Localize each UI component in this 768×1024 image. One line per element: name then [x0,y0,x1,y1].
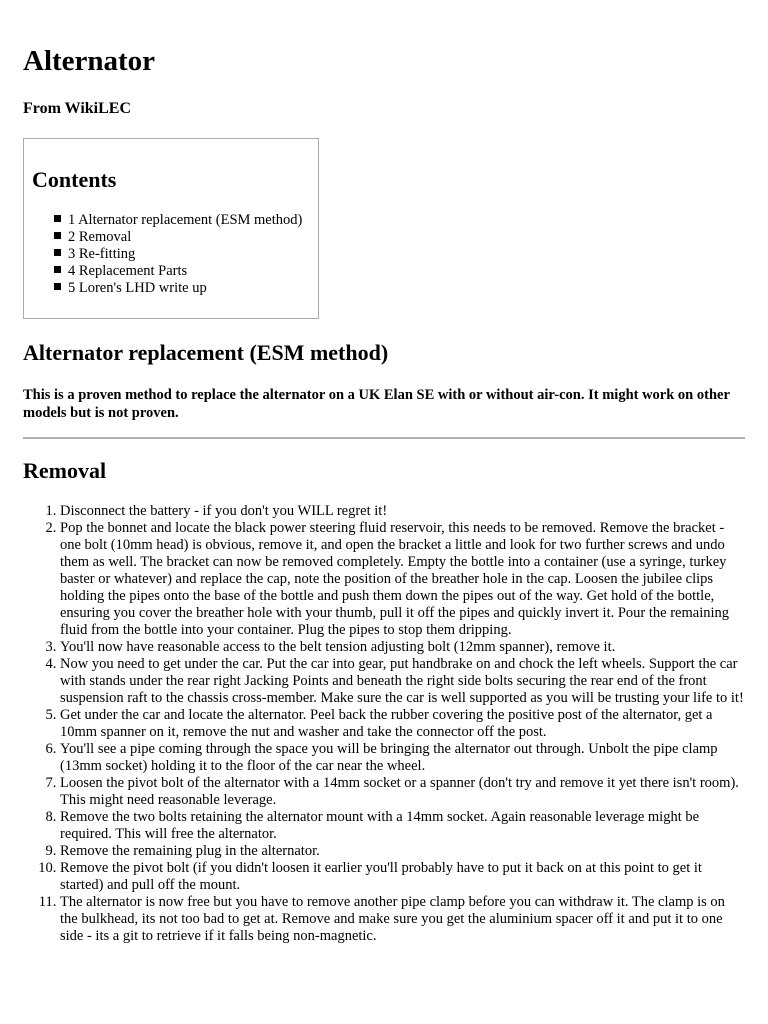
bullet-icon [54,215,61,222]
toc-link[interactable]: 3 Re-fitting [68,246,136,262]
section-heading-esm-method: Alternator replacement (ESM method) [23,340,389,365]
toc-link[interactable]: 2 Removal [68,229,132,245]
list-item: 3. You'll now have reasonable access to the belt tension adjusting bolt (12mm spanner), remove it. [60,639,745,656]
toc-item [54,212,302,229]
removal-steps-list [23,503,745,945]
toc-item [54,263,302,280]
toc-link[interactable]: 5 Loren's LHD write up [68,280,207,296]
table-of-contents [23,138,319,319]
list-item: 5. Get under the car and locate the alternator. Peel back the rubber covering the positive post of the alternator, get a 10mm spanner on it, remove the nut and washer and take the connector off the post. [60,707,745,741]
intro-paragraph: This is a proven method to replace the alternator on a UK Elan SE with or without air-con. It might work on other models but is not proven. [23,387,730,421]
toc-item [54,246,302,263]
bullet-icon [54,283,61,290]
page-title: Alternator [23,45,156,77]
list-item: 1. Disconnect the battery - if you don't you WILL regret it! [60,503,745,520]
list-item: 9. Remove the remaining plug in the alternator. [60,843,745,860]
toc-list [54,212,302,297]
bullet-icon [54,266,61,273]
list-item: 8. Remove the two bolts retaining the alternator mount with a 14mm socket. Again reasonable leverage might be required. This will free the alternator. [60,809,745,843]
toc-link[interactable]: 1 Alternator replacement (ESM method) [68,212,303,228]
list-item: 6. You'll see a pipe coming through the space you will be bringing the alternator out through. Unbolt the pipe clamp (13mm socket) holding it to the floor of the car near the wheel. [60,741,745,775]
bullet-icon [54,249,61,256]
section-divider [23,437,745,439]
list-item: 10. Remove the pivot bolt (if you didn't loosen it earlier you'll probably have to put it back on at this point to get it started) and pull off the mount. [60,860,745,894]
toc-item [54,229,302,246]
toc-heading: Contents [32,167,117,192]
toc-link[interactable]: 4 Replacement Parts [68,263,188,279]
list-item: 4. Now you need to get under the car. Put the car into gear, put handbrake on and chock the left wheels. Support the car with stands under the rear right Jacking Points and beneath the right side bolts securing the rear end of the front suspension raft to the chassis cross-member. Make sure the car is well supported as you will be trusting your life to it! [60,656,745,707]
site-subtitle: From WikiLEC [23,100,132,117]
list-item: 2. Pop the bonnet and locate the black power steering fluid reservoir, this needs to be removed. Remove the bracket - one bolt (10mm head) is obvious, remove it, and open the bracket a little and look for two further screws and undo them as well. The bracket can now be removed completely. Empty the bottle into a container (use a syringe, turkey baster or whatever) and replace the cap, note the position of the breather hole in the cap. Loosen the jubilee clips holding the pipes onto the base of the bottle and push them down the pipes out of the way. Get hold of the bottle, ensuring you cover the breather hole with your thumb, pull it off the pipes and quickly invert it. Pour the remaining fluid from the bottle into your container. Plug the pipes to stop them dripping. [60,520,745,639]
list-item: 11. The alternator is now free but you have to remove another pipe clamp before you can withdraw it. The clamp is on the bulkhead, its not too bad to get at. Remove and make sure you get the aluminium spacer off it and put it to one side - its a git to retrieve if it falls being non-magnetic. [60,894,745,945]
list-item: 7. Loosen the pivot bolt of the alternator with a 14mm socket or a spanner (don't try and remove it yet there isn't room). This might need reasonable leverage. [60,775,745,809]
bullet-icon [54,232,61,239]
toc-item [54,280,302,297]
section-heading-removal: Removal [23,458,107,483]
